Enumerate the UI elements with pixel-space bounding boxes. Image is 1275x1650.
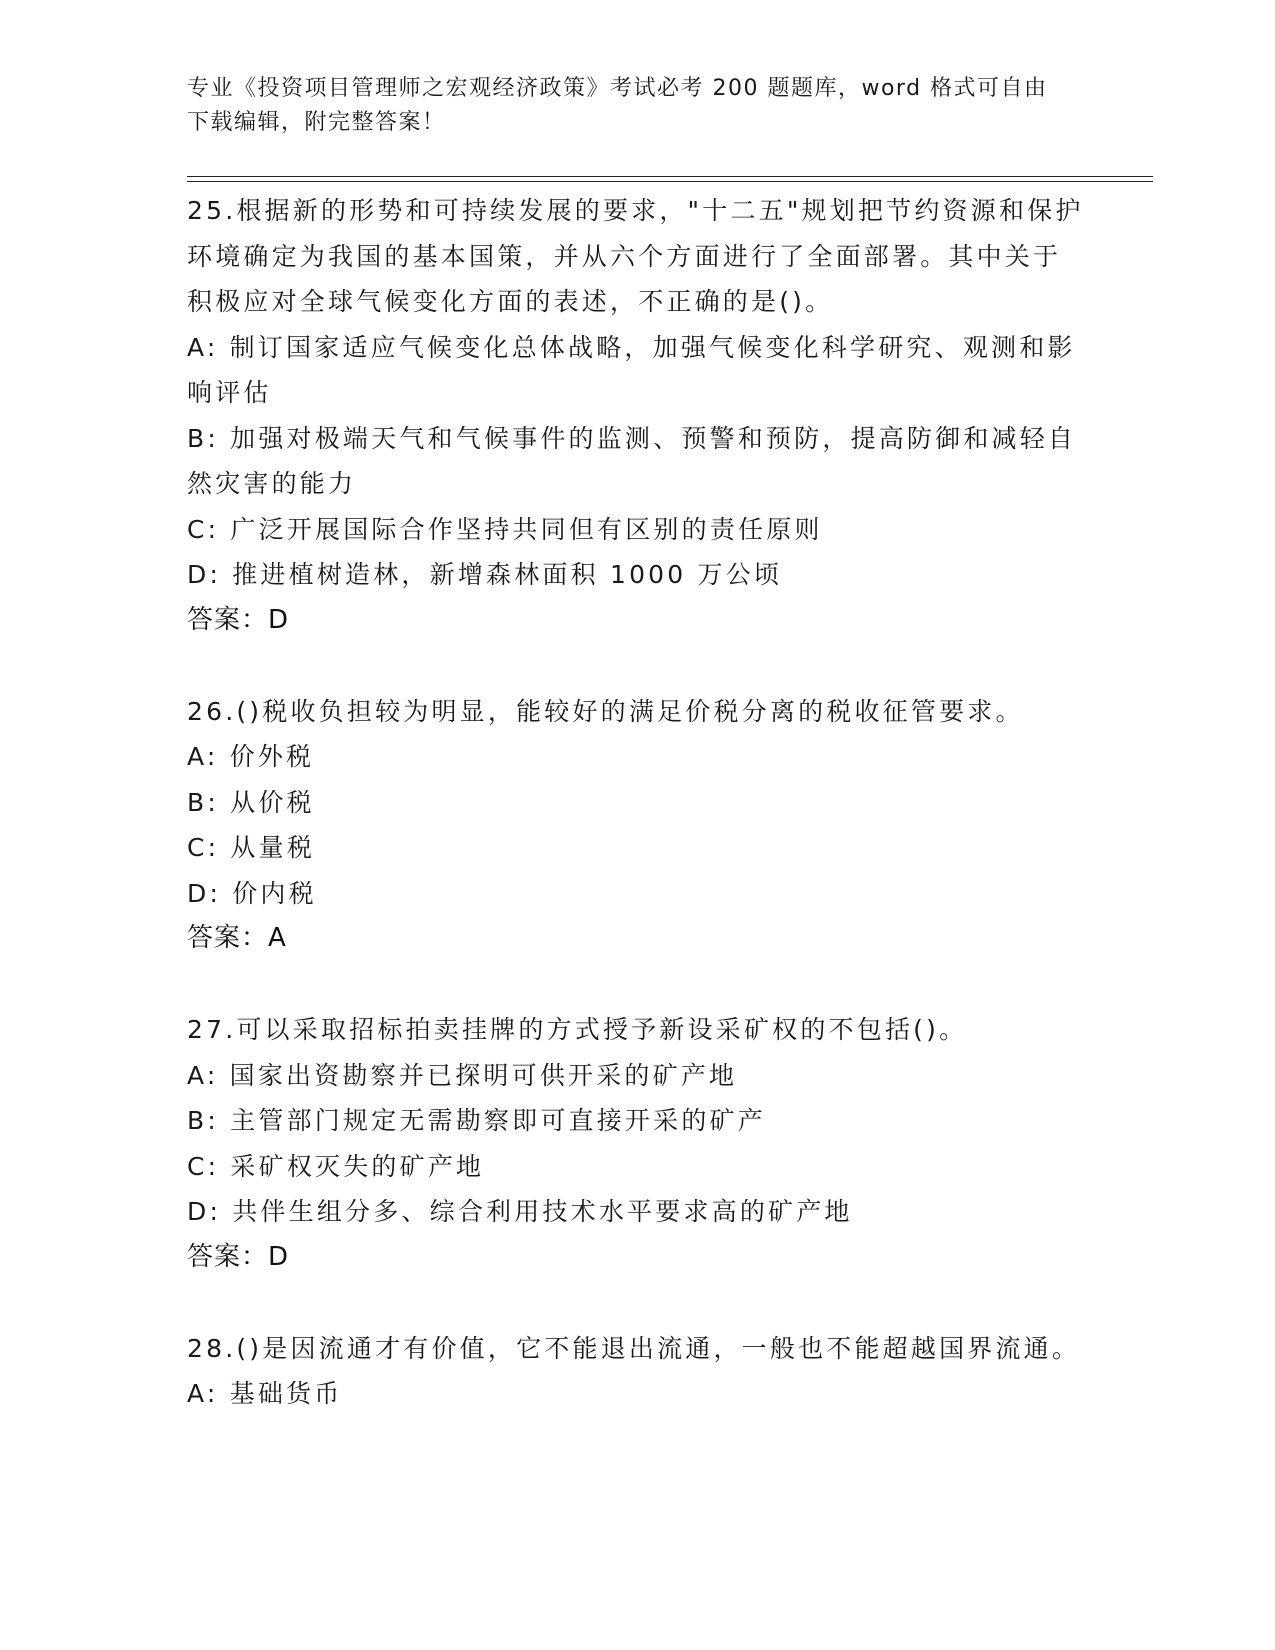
question-list [187, 188, 1087, 1417]
question-stem: 25.根据新的形势和可持续发展的要求，"十二五"规划把节约资源和保护环境确定为我国的基本国策，并从六个方面进行了全面部署。其中关于积极应对全球气候变化方面的表述，不正确的是()。 [187, 196, 1084, 316]
option-d: D: 价内税 [187, 878, 317, 908]
option-d: D: 共伴生组分多、综合利用技术水平要求高的矿产地 [187, 1197, 853, 1226]
document-header: 专业《投资项目管理师之宏观经济政策》考试必考 200 题题库，word 格式可自由下载编辑，附完整答案！ [187, 76, 1048, 135]
question-spacer [187, 643, 1087, 689]
header-divider-top [187, 176, 1153, 177]
answer-line: 答案：A [187, 923, 287, 953]
question-stem: 26.()税收负担较为明显，能较好的满足价税分离的税收征管要求。 [187, 696, 1024, 726]
question-26 [187, 689, 1087, 962]
question-25 [187, 188, 1087, 643]
option-b: B: 加强对极端天气和气候事件的监测、预警和预防，提高防御和减轻自然灾害的能力 [187, 423, 1077, 498]
option-a: A: 价外税 [187, 742, 315, 771]
option-a: A: 制订国家适应气候变化总体战略，加强气候变化科学研究、观测和影响评估 [187, 332, 1076, 407]
option-b: B: 从价税 [187, 787, 315, 817]
option-c: C: 广泛开展国际合作坚持共同但有区别的责任原则 [187, 514, 823, 544]
option-a: A: 基础货币 [187, 1379, 343, 1408]
option-c: C: 从量税 [187, 833, 316, 862]
question-stem: 28.()是因流通才有价值，它不能退出流通，一般也不能超越国界流通。 [187, 1333, 1081, 1363]
answer-line: 答案：D [187, 1241, 290, 1272]
option-a: A: 国家出资勘察并已探明可供开采的矿产地 [187, 1060, 738, 1090]
header-divider-bottom [187, 181, 1153, 182]
question-spacer [187, 962, 1087, 1008]
question-stem: 27.可以采取招标拍卖挂牌的方式授予新设采矿权的不包括()。 [187, 1015, 968, 1044]
question-28 [187, 1326, 1087, 1417]
option-d: D: 推进植树造林，新增森林面积 1000 万公顷 [187, 560, 783, 589]
option-c: C: 采矿权灭失的矿产地 [187, 1151, 485, 1181]
answer-line: 答案：D [187, 604, 290, 635]
question-27 [187, 1007, 1087, 1280]
question-spacer [187, 1280, 1087, 1326]
option-b: B: 主管部门规定无需勘察即可直接开采的矿产 [187, 1106, 766, 1135]
